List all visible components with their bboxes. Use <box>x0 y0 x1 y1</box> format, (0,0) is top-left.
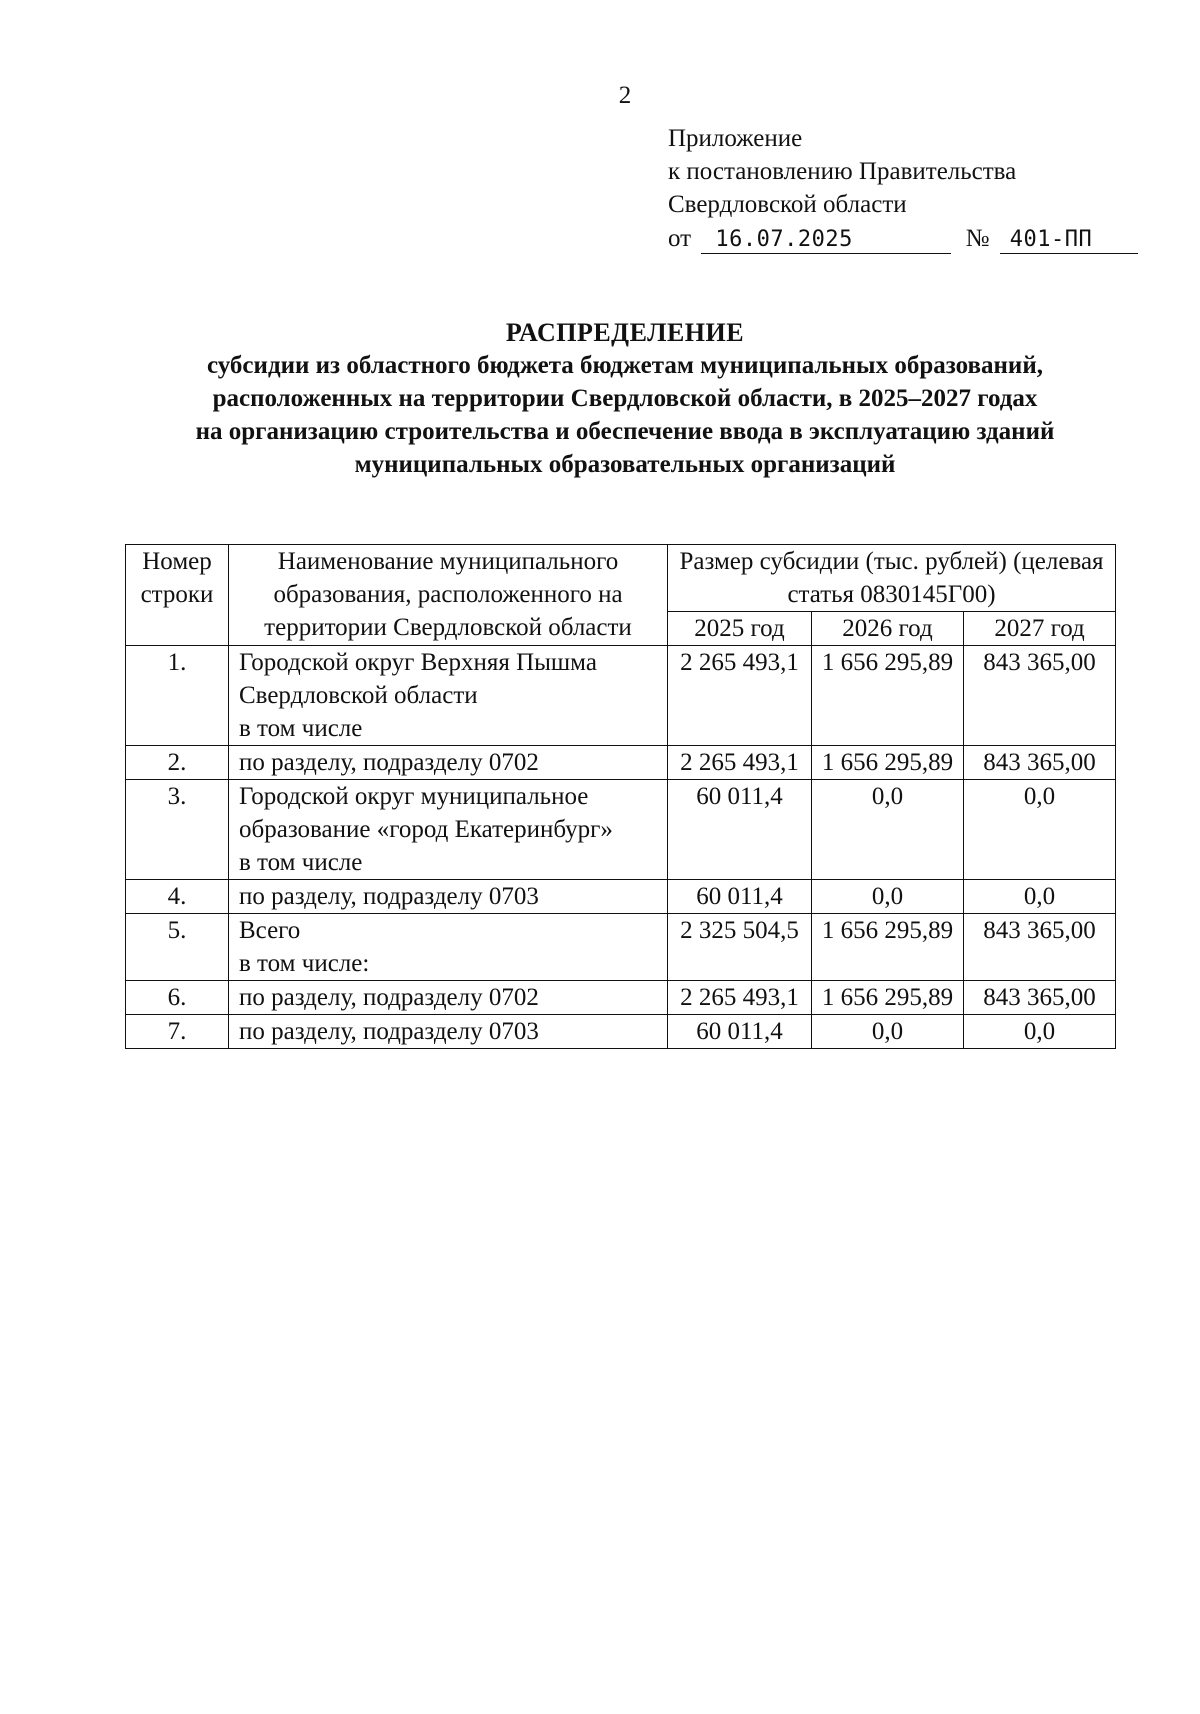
subtitle-line: расположенных на территории Свердловской области, в 2025–2027 годах <box>212 385 1038 412</box>
subsidy-value-cell: 2 265 493,1 <box>668 646 812 746</box>
subsidy-value-cell: 0,0 <box>812 780 964 880</box>
name-line: Всего <box>239 917 301 944</box>
name-line: Городской округ муниципальное <box>239 783 589 810</box>
subsidy-value-cell: 843 365,00 <box>964 981 1116 1015</box>
date-prefix: от <box>668 225 692 252</box>
name-line: по разделу, подразделу 0703 <box>239 883 539 910</box>
header-year-2026: 2026 год <box>812 612 964 646</box>
name-line: в том числе: <box>239 950 370 977</box>
municipality-name-cell <box>229 646 668 746</box>
subtitle-line: на организацию строительства и обеспечение ввода в эксплуатацию зданий <box>195 418 1055 445</box>
subsidy-value-cell: 0,0 <box>964 1015 1116 1049</box>
row-number-cell: 3. <box>126 780 229 880</box>
municipality-name-cell <box>229 746 668 780</box>
appendix-line: к постановлению Правительства <box>668 158 1017 185</box>
municipality-name-cell <box>229 981 668 1015</box>
subsidy-value-cell: 0,0 <box>964 780 1116 880</box>
table-row <box>126 880 1116 914</box>
header-subsidy: Размер субсидии (тыс. рублей) (целевая статья 0830145Г00) <box>668 545 1116 612</box>
row-number-cell: 7. <box>126 1015 229 1049</box>
subtitle-line: муниципальных образовательных организаций <box>354 451 896 478</box>
subsidy-value-cell: 2 265 493,1 <box>668 746 812 780</box>
header-name: Наименование муниципального образования, расположенного на территории Свердловской области <box>229 545 668 646</box>
table-header-row <box>126 545 1116 612</box>
subsidy-value-cell: 0,0 <box>812 1015 964 1049</box>
appendix-line: Приложение <box>668 125 803 152</box>
appendix-line: Свердловской области <box>668 191 907 218</box>
row-number-cell: 1. <box>126 646 229 746</box>
subsidy-value-cell: 1 656 295,89 <box>812 914 964 981</box>
document-title: РАСПРЕДЕЛЕНИЕ <box>505 318 745 347</box>
table-row <box>126 914 1116 981</box>
subsidy-value-cell: 1 656 295,89 <box>812 981 964 1015</box>
row-number-cell: 4. <box>126 880 229 914</box>
subtitle-line: субсидии из областного бюджета бюджетам муниципальных образований, <box>207 352 1043 379</box>
header-row-number: Номер строки <box>126 545 229 646</box>
subsidy-value-cell: 2 325 504,5 <box>668 914 812 981</box>
municipality-name-cell <box>229 780 668 880</box>
row-number-cell: 2. <box>126 746 229 780</box>
document-title-block <box>120 316 1130 481</box>
appendix-block <box>668 122 1138 255</box>
row-number-cell: 5. <box>126 914 229 981</box>
municipality-name-cell <box>229 914 668 981</box>
decree-date-line <box>668 222 1138 255</box>
subsidy-value-cell: 843 365,00 <box>964 746 1116 780</box>
table-row <box>126 780 1116 880</box>
municipality-name-cell <box>229 1015 668 1049</box>
table-row <box>126 646 1116 746</box>
table-row <box>126 1015 1116 1049</box>
header-year-2027: 2027 год <box>964 612 1116 646</box>
name-line: по разделу, подразделу 0702 <box>239 749 539 776</box>
decree-number: 401-ПП <box>1000 227 1138 254</box>
name-line: по разделу, подразделу 0702 <box>239 984 539 1011</box>
subsidy-value-cell: 60 011,4 <box>668 880 812 914</box>
number-prefix: № <box>965 225 990 252</box>
subsidy-value-cell: 0,0 <box>964 880 1116 914</box>
subsidy-value-cell: 2 265 493,1 <box>668 981 812 1015</box>
subsidy-value-cell: 843 365,00 <box>964 646 1116 746</box>
table-body <box>126 646 1116 1049</box>
page-number: 2 <box>618 82 632 109</box>
subsidy-value-cell: 1 656 295,89 <box>812 646 964 746</box>
name-line: в том числе <box>239 849 363 876</box>
subsidy-value-cell: 0,0 <box>812 880 964 914</box>
decree-date: 16.07.2025 <box>701 227 951 254</box>
table-row <box>126 746 1116 780</box>
subsidy-value-cell: 1 656 295,89 <box>812 746 964 780</box>
name-line: Свердловской области <box>239 682 478 709</box>
name-line: Городской округ Верхняя Пышма <box>239 649 597 676</box>
row-number-cell: 6. <box>126 981 229 1015</box>
subsidy-value-cell: 60 011,4 <box>668 1015 812 1049</box>
name-line: по разделу, подразделу 0703 <box>239 1018 539 1045</box>
header-year-2025: 2025 год <box>668 612 812 646</box>
subsidy-table <box>125 544 1116 1049</box>
subsidy-value-cell: 843 365,00 <box>964 914 1116 981</box>
municipality-name-cell <box>229 880 668 914</box>
name-line: в том числе <box>239 715 363 742</box>
name-line: образование «город Екатеринбург» <box>239 816 613 843</box>
table-row <box>126 981 1116 1015</box>
subsidy-value-cell: 60 011,4 <box>668 780 812 880</box>
